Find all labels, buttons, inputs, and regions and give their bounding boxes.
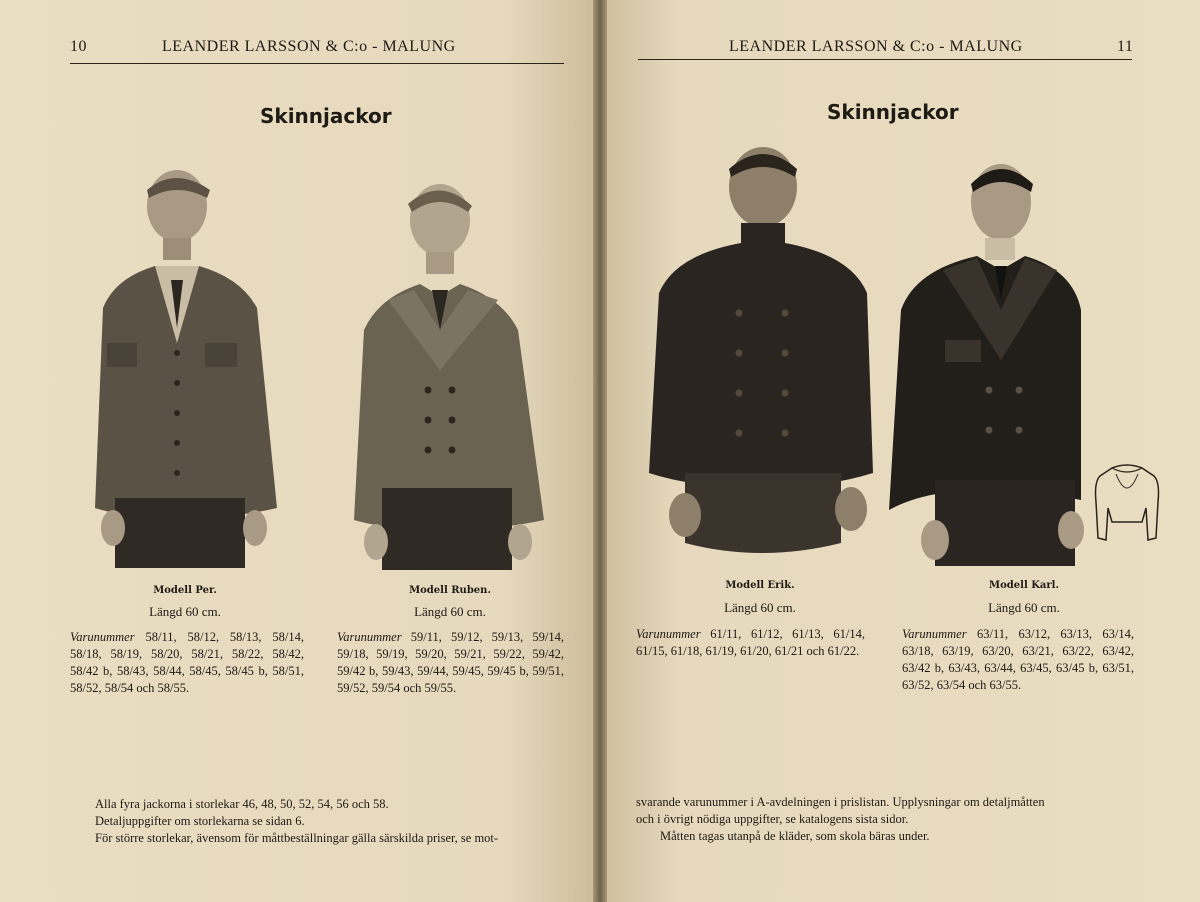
right-header-rule: [638, 59, 1132, 60]
varunummer-label: Varunummer: [70, 630, 135, 644]
length-modell-erik: Längd 60 cm.: [724, 600, 796, 615]
left-page-title: Skinnjackor: [260, 104, 392, 128]
photo-modell-per: [85, 168, 285, 573]
caption-modell-per: Modell Per.: [153, 585, 217, 596]
photo-modell-karl: [885, 160, 1085, 570]
caption-modell-erik: Modell Erik.: [725, 580, 795, 591]
footer-line: Alla fyra jackorna i storlekar 46, 48, 50, 52, 54, 56 och 58.: [95, 797, 389, 811]
varunummer-list: 63/11, 63/12, 63/13, 63/14, 63/18, 63/19, 63/20, 63/21, 63/22, 63/42, 63/42 b, 63/43, 63/44, 63/45, 63/45 b, 63/51, 63/52, 63/54 och 63/55.: [902, 627, 1134, 692]
left-header-rule: [70, 63, 564, 64]
footer-line: Detaljuppgifter om storlekarna se sidan 6.: [95, 814, 305, 828]
right-page-number: 11: [1117, 38, 1134, 55]
footer-line: Måtten tagas utanpå de kläder, som skola bäras under.: [660, 829, 930, 843]
left-footer-text: [95, 796, 565, 847]
right-header-text: LEANDER LARSSON & C:o - MALUNG: [729, 38, 1023, 55]
varunummer-modell-erik: [636, 626, 865, 660]
length-modell-ruben: Längd 60 cm.: [414, 604, 486, 619]
varunummer-list: 58/11, 58/12, 58/13, 58/14, 58/18, 58/19, 58/20, 58/21, 58/22, 58/42, 58/42 b, 58/43, 58/44, 58/45, 58/45 b, 58/51, 58/52, 58/54 och 58/55.: [70, 630, 304, 695]
length-modell-karl: Längd 60 cm.: [988, 600, 1060, 615]
footer-line: För större storlekar, ävensom för måttbeställningar gälla särskilda priser, se mot-: [95, 831, 499, 845]
right-page-title: Skinnjackor: [827, 100, 959, 124]
right-page: [607, 0, 1200, 902]
right-footer-text: [636, 794, 1156, 845]
left-header-text: LEANDER LARSSON & C:o - MALUNG: [162, 38, 456, 55]
jacket-back-sketch: [1092, 462, 1162, 544]
left-page-number: 10: [70, 38, 87, 55]
book-gutter: [593, 0, 607, 902]
varunummer-label: Varunummer: [636, 627, 701, 641]
left-page: [0, 0, 593, 902]
varunummer-modell-ruben: [337, 629, 564, 697]
varunummer-label: Varunummer: [337, 630, 402, 644]
caption-modell-karl: Modell Karl.: [989, 580, 1059, 591]
photo-modell-ruben: [348, 180, 548, 575]
varunummer-modell-karl: [902, 626, 1134, 694]
varunummer-list: 61/11, 61/12, 61/13, 61/14, 61/15, 61/18, 61/19, 61/20, 61/21 och 61/22.: [636, 627, 865, 658]
caption-modell-ruben: Modell Ruben.: [409, 585, 491, 596]
length-modell-per: Längd 60 cm.: [149, 604, 221, 619]
varunummer-modell-per: [70, 629, 304, 697]
varunummer-label: Varunummer: [902, 627, 967, 641]
footer-line: svarande varunummer i A-avdelningen i prislistan. Upplysningar om detaljmåtten: [636, 795, 1045, 809]
varunummer-list: 59/11, 59/12, 59/13, 59/14, 59/18, 59/19, 59/20, 59/21, 59/22, 59/42, 59/42 b, 59/43, 59/44, 59/45, 59/45 b, 59/51, 59/52, 59/54 och 59/55.: [337, 630, 564, 695]
photo-modell-erik: [645, 143, 877, 563]
footer-line: och i övrigt nödiga uppgifter, se katalogens sista sidor.: [636, 812, 909, 826]
